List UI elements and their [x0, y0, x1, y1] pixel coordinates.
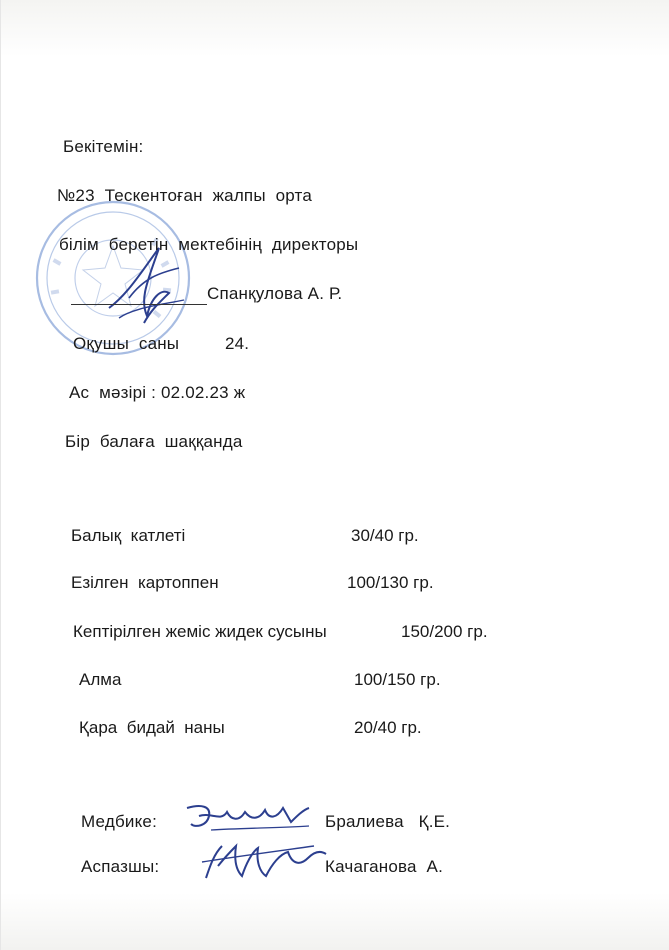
- list-item-name: Алма: [79, 670, 122, 689]
- list-item-qty: 150/200 гр.: [401, 622, 488, 641]
- list-item-qty: 30/40 гр.: [351, 526, 419, 545]
- director-name: Спанқулова А. Р.: [207, 284, 343, 303]
- nurse-role: Медбике:: [81, 812, 157, 831]
- director-signature-line: [71, 304, 207, 305]
- students-label: Оқушы саны: [73, 334, 180, 353]
- per-child-note: Бір балаға шаққанда: [65, 432, 243, 451]
- list-item-name: Қара бидай наны: [79, 718, 225, 737]
- cook-name: Качаганова А.: [325, 857, 444, 876]
- list-item-name: Езілген картоппен: [71, 573, 219, 592]
- list-item-name: Балық катлеті: [71, 526, 186, 545]
- list-item-qty: 20/40 гр.: [354, 718, 422, 737]
- list-item-name: Кептірілген жеміс жидек сусыны: [73, 622, 327, 641]
- cook-signature-icon: [196, 836, 331, 886]
- students-count: 24.: [225, 334, 250, 353]
- school-line-2: білім беретін мектебінің директоры: [59, 235, 359, 254]
- nurse-name: Бралиева Қ.Е.: [325, 812, 451, 831]
- list-item-qty: 100/130 гр.: [347, 573, 434, 592]
- school-line-1: №23 Тескентоған жалпы орта: [57, 186, 312, 205]
- list-item-qty: 100/150 гр.: [354, 670, 441, 689]
- approve-heading: Бекітемін:: [63, 137, 144, 156]
- menu-date: Ас мәзірі : 02.02.23 ж: [69, 383, 246, 402]
- nurse-signature-icon: [181, 798, 316, 838]
- cook-role: Аспазшы:: [81, 857, 160, 876]
